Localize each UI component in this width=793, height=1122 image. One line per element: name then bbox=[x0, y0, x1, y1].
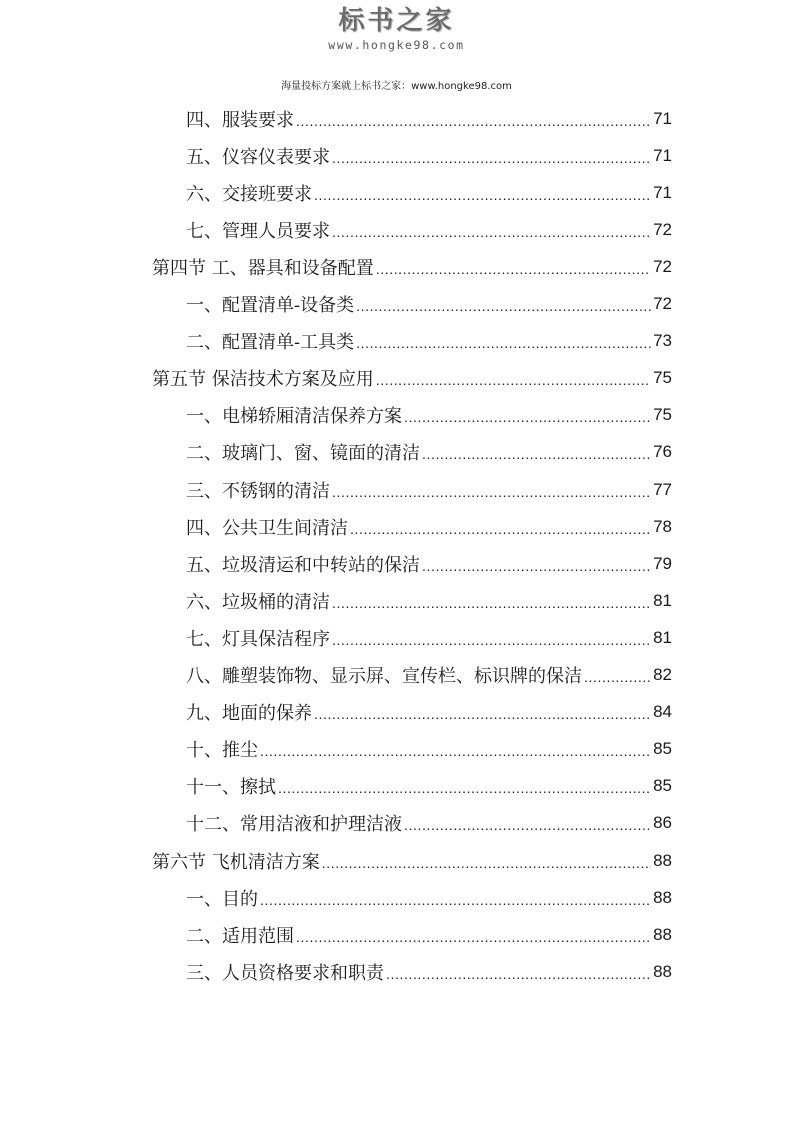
toc-page-number: 73 bbox=[653, 331, 672, 351]
toc-leader-dots bbox=[332, 224, 651, 240]
toc-page-number: 85 bbox=[653, 776, 672, 796]
toc-entry-label: 第六节 飞机清洁方案 bbox=[152, 851, 320, 873]
toc-leader-dots bbox=[584, 669, 651, 685]
toc-entry[interactable] bbox=[186, 582, 672, 619]
toc-entry[interactable] bbox=[186, 731, 672, 768]
toc-page-number: 72 bbox=[653, 256, 672, 276]
toc-page-number: 78 bbox=[653, 516, 672, 536]
toc-leader-dots bbox=[260, 743, 651, 759]
toc-entry-label: 八、雕塑装饰物、显示屏、宣传栏、标识牌的保洁 bbox=[186, 666, 582, 687]
toc-leader-dots bbox=[376, 261, 651, 277]
toc-page-number: 86 bbox=[653, 813, 672, 833]
toc-entry-label: 一、电梯轿厢清洁保养方案 bbox=[186, 406, 402, 428]
toc-leader-dots bbox=[422, 446, 651, 462]
toc-leader-dots bbox=[332, 632, 651, 648]
toc-entry-label: 七、管理人员要求 bbox=[186, 220, 330, 242]
toc-leader-dots bbox=[332, 484, 651, 500]
toc-entry-label: 六、垃圾桶的清洁 bbox=[186, 591, 330, 613]
toc-entry-label: 十、推尘 bbox=[186, 740, 258, 762]
toc-section-entry[interactable] bbox=[152, 842, 672, 879]
toc-page-number: 81 bbox=[653, 590, 672, 610]
toc-page-number: 71 bbox=[653, 145, 672, 165]
toc-page-number: 71 bbox=[653, 108, 672, 128]
toc-entry-label: 一、配置清单-设备类 bbox=[186, 295, 355, 316]
toc-leader-dots bbox=[260, 892, 651, 908]
toc-entry-label: 第四节 工、器具和设备配置 bbox=[152, 257, 374, 279]
toc-leader-dots bbox=[404, 817, 651, 833]
toc-entry-label: 六、交接班要求 bbox=[186, 183, 312, 205]
toc-entry[interactable] bbox=[186, 137, 672, 174]
toc-entry[interactable] bbox=[186, 323, 672, 360]
toc-entry-label: 三、人员资格要求和职责 bbox=[186, 962, 384, 984]
toc-page-number: 75 bbox=[653, 405, 672, 425]
toc-entry[interactable] bbox=[186, 879, 672, 916]
toc-entry-label: 二、玻璃门、窗、镜面的清洁 bbox=[186, 443, 420, 465]
toc-entry-label: 二、适用范围 bbox=[186, 925, 294, 947]
toc-page-number: 79 bbox=[653, 553, 672, 573]
toc-leader-dots bbox=[356, 335, 651, 351]
toc-page-number: 72 bbox=[653, 294, 672, 313]
toc-page-number: 77 bbox=[653, 479, 672, 499]
logo-title: 标书之家 bbox=[338, 6, 455, 36]
toc-page-number: 76 bbox=[653, 442, 672, 462]
toc-entry[interactable] bbox=[186, 100, 672, 137]
toc-entry[interactable] bbox=[186, 434, 672, 471]
toc-entry-label: 七、灯具保洁程序 bbox=[186, 628, 330, 650]
toc-entry[interactable] bbox=[186, 619, 672, 656]
toc-entry-label: 五、垃圾清运和中转站的保洁 bbox=[186, 554, 420, 576]
toc-leader-dots bbox=[314, 706, 651, 722]
toc-leader-dots bbox=[296, 929, 651, 945]
toc-entry-label: 十二、常用洁液和护理洁液 bbox=[186, 814, 402, 836]
toc-leader-dots bbox=[296, 113, 651, 129]
toc-leader-dots bbox=[332, 595, 651, 611]
toc-entry-label: 五、仪容仪表要求 bbox=[186, 146, 330, 168]
toc-entry-label: 十一、擦拭 bbox=[186, 777, 276, 799]
toc-entry-label: 四、服装要求 bbox=[186, 109, 294, 131]
toc-entry[interactable] bbox=[186, 545, 672, 582]
toc-entry[interactable] bbox=[186, 286, 672, 323]
toc-leader-dots bbox=[314, 187, 651, 203]
toc-entry[interactable] bbox=[186, 953, 672, 990]
toc-entry[interactable] bbox=[186, 657, 672, 694]
toc-entry-label: 二、配置清单-工具类 bbox=[186, 332, 355, 354]
toc-page-number: 82 bbox=[653, 665, 672, 684]
toc-entry[interactable] bbox=[186, 694, 672, 731]
toc-page-number: 88 bbox=[653, 961, 672, 981]
toc-leader-dots bbox=[404, 409, 651, 425]
toc-page-number: 75 bbox=[653, 368, 672, 388]
toc-section-entry[interactable] bbox=[152, 248, 672, 285]
toc-entry[interactable] bbox=[186, 768, 672, 805]
toc-entry-label: 四、公共卫生间清洁 bbox=[186, 517, 348, 539]
toc-entry-label: 九、地面的保养 bbox=[186, 703, 312, 725]
toc-leader-dots bbox=[386, 966, 651, 982]
toc-leader-dots bbox=[376, 372, 651, 388]
toc-leader-dots bbox=[350, 521, 651, 537]
toc-entry-label: 一、目的 bbox=[186, 888, 258, 910]
toc-leader-dots bbox=[422, 558, 651, 574]
toc-page-number: 85 bbox=[653, 739, 672, 759]
toc-page-number: 71 bbox=[653, 182, 672, 202]
logo-url: www.hongke98.com bbox=[328, 38, 465, 52]
header-tagline: 海量投标方案就上标书之家：www.hongke98.com bbox=[281, 81, 512, 92]
toc-page-number: 88 bbox=[653, 887, 672, 907]
toc-entry[interactable] bbox=[186, 805, 672, 842]
toc-leader-dots bbox=[356, 298, 651, 314]
toc-page-number: 81 bbox=[653, 627, 672, 647]
toc-entry-label: 三、不锈钢的清洁 bbox=[186, 480, 330, 502]
toc-page-number: 84 bbox=[653, 702, 672, 722]
toc-leader-dots bbox=[278, 780, 651, 796]
toc-leader-dots bbox=[322, 855, 651, 871]
toc-entry[interactable] bbox=[186, 471, 672, 508]
site-logo bbox=[0, 4, 793, 52]
toc-entry[interactable] bbox=[186, 174, 672, 211]
toc-entry[interactable] bbox=[186, 397, 672, 434]
toc-leader-dots bbox=[332, 150, 651, 166]
toc-section-entry[interactable] bbox=[152, 360, 672, 397]
toc-entry[interactable] bbox=[186, 211, 672, 248]
toc-entry[interactable] bbox=[186, 508, 672, 545]
toc-entry[interactable] bbox=[186, 916, 672, 953]
toc-page-number: 72 bbox=[653, 219, 672, 239]
toc-page-number: 88 bbox=[653, 924, 672, 944]
toc-page-number: 88 bbox=[653, 850, 672, 870]
toc-entry-label: 第五节 保洁技术方案及应用 bbox=[152, 369, 374, 391]
